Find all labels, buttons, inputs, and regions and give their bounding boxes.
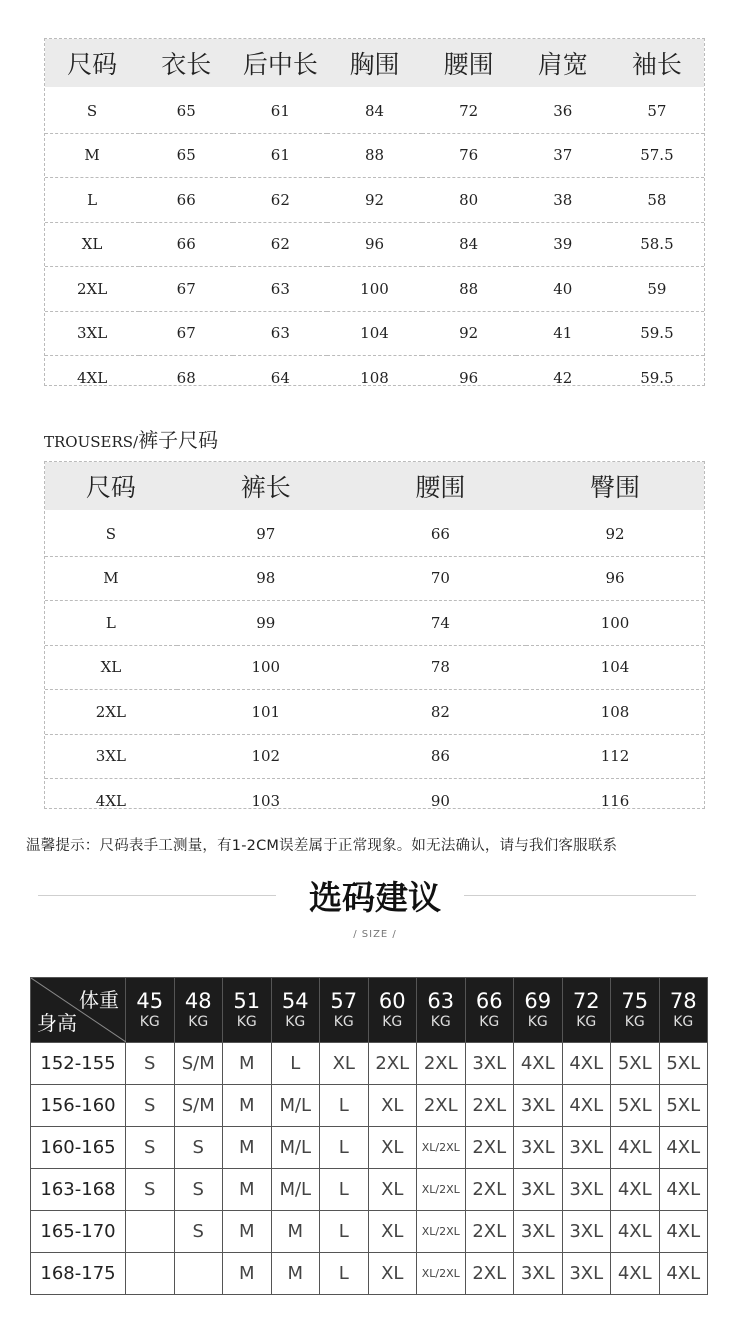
size-cell: M xyxy=(223,1085,272,1127)
weight-value: 60 xyxy=(378,989,406,1013)
size-cell: 4XL xyxy=(611,1127,660,1169)
size-cell: L xyxy=(320,1211,369,1253)
table-row xyxy=(45,779,704,823)
size-cell: 4XL xyxy=(611,1211,660,1253)
table-row xyxy=(45,88,704,133)
table-cell: 96 xyxy=(526,556,704,601)
weight-header-cell xyxy=(368,978,417,1043)
weight-unit: KG xyxy=(576,1014,597,1030)
size-cell: 5XL xyxy=(659,1043,708,1085)
table-row xyxy=(31,1043,708,1085)
size-label-cell: 2XL xyxy=(45,690,177,735)
top-header-cell: 后中长 xyxy=(233,39,327,88)
size-cell: 4XL xyxy=(514,1043,563,1085)
size-cell: 2XL xyxy=(465,1127,514,1169)
size-cell: 2XL xyxy=(465,1169,514,1211)
weight-header-cell xyxy=(514,978,563,1043)
weight-header-cell xyxy=(126,978,175,1043)
weight-value: 69 xyxy=(524,989,552,1013)
weight-unit: KG xyxy=(430,1014,451,1030)
weight-unit: KG xyxy=(624,1014,645,1030)
table-cell: 58.5 xyxy=(610,222,704,267)
table-cell: 63 xyxy=(233,311,327,356)
table-cell: 96 xyxy=(327,222,421,267)
size-cell: 3XL xyxy=(514,1169,563,1211)
table-cell: 88 xyxy=(422,267,516,312)
trousers-header-cell: 尺码 xyxy=(45,462,177,511)
size-label-cell: M xyxy=(45,556,177,601)
table-cell: 37 xyxy=(516,133,610,178)
size-cell: M/L xyxy=(271,1169,320,1211)
table-row xyxy=(45,734,704,779)
size-cell: 5XL xyxy=(659,1085,708,1127)
size-label-cell: XL xyxy=(45,645,177,690)
table-row xyxy=(31,1253,708,1295)
size-cell: XL xyxy=(368,1169,417,1211)
size-cell: 2XL xyxy=(465,1211,514,1253)
measurement-note: 温馨提示：尺码表手工测量，有1-2CM误差属于正常现象。如无法确认，请与我们客服联系 xyxy=(26,838,618,854)
table-row xyxy=(45,556,704,601)
size-label-cell: 3XL xyxy=(45,734,177,779)
height-range-cell: 163-168 xyxy=(31,1169,126,1211)
size-label-cell: S xyxy=(45,511,177,556)
size-label-cell: M xyxy=(45,133,139,178)
weight-value: 66 xyxy=(475,989,503,1013)
weight-value: 54 xyxy=(281,989,309,1013)
table-cell: 96 xyxy=(422,356,516,400)
size-cell: 3XL xyxy=(562,1169,611,1211)
table-cell: 84 xyxy=(422,222,516,267)
size-cell: L xyxy=(271,1043,320,1085)
size-cell: L xyxy=(320,1127,369,1169)
size-cell: S xyxy=(174,1127,223,1169)
weight-value: 57 xyxy=(330,989,358,1013)
size-cell: 4XL xyxy=(611,1253,660,1295)
table-cell: 100 xyxy=(526,601,704,646)
table-row xyxy=(45,222,704,267)
top-header-cell: 袖长 xyxy=(610,39,704,88)
size-cell: XL/2XL xyxy=(417,1127,466,1169)
top-header-cell: 衣长 xyxy=(139,39,233,88)
size-cell: XL xyxy=(320,1043,369,1085)
recommend-subtitle: / SIZE / xyxy=(353,929,397,940)
size-cell: XL/2XL xyxy=(417,1169,466,1211)
weight-header-cell xyxy=(320,978,369,1043)
weight-header-cell xyxy=(223,978,272,1043)
table-cell: 92 xyxy=(422,311,516,356)
weight-header-row xyxy=(31,978,708,1043)
size-cell: M/L xyxy=(271,1085,320,1127)
weight-unit: KG xyxy=(285,1014,306,1030)
weight-header-cell xyxy=(271,978,320,1043)
weight-unit: KG xyxy=(139,1014,160,1030)
size-cell: XL/2XL xyxy=(417,1253,466,1295)
size-cell: S xyxy=(126,1085,175,1127)
table-cell: 66 xyxy=(139,222,233,267)
size-cell: 3XL xyxy=(514,1211,563,1253)
table-cell: 39 xyxy=(516,222,610,267)
top-size-table-box xyxy=(44,38,705,386)
trousers-caption xyxy=(44,424,218,453)
top-header-cell: 胸围 xyxy=(327,39,421,88)
height-range-cell: 165-170 xyxy=(31,1211,126,1253)
weight-value: 63 xyxy=(427,989,455,1013)
table-cell: 97 xyxy=(177,511,355,556)
table-row xyxy=(45,511,704,556)
table-cell: 98 xyxy=(177,556,355,601)
table-cell: 57 xyxy=(610,88,704,133)
weight-value: 78 xyxy=(669,989,697,1013)
size-cell: 4XL xyxy=(659,1169,708,1211)
recommend-title: 选码建议 xyxy=(309,878,441,917)
table-cell: 108 xyxy=(526,690,704,735)
size-cell: 4XL xyxy=(562,1043,611,1085)
table-cell: 40 xyxy=(516,267,610,312)
size-cell: L xyxy=(320,1085,369,1127)
size-label-cell: 4XL xyxy=(45,356,139,400)
table-row xyxy=(45,690,704,735)
trousers-header-cell: 臀围 xyxy=(526,462,704,511)
table-row xyxy=(45,178,704,223)
weight-unit: KG xyxy=(527,1014,548,1030)
table-cell: 100 xyxy=(327,267,421,312)
weight-header-cell xyxy=(611,978,660,1043)
table-cell: 67 xyxy=(139,267,233,312)
table-cell: 59.5 xyxy=(610,311,704,356)
height-range-cell: 152-155 xyxy=(31,1043,126,1085)
size-label-cell: XL xyxy=(45,222,139,267)
size-cell xyxy=(126,1253,175,1295)
size-cell: 3XL xyxy=(514,1253,563,1295)
size-cell xyxy=(126,1211,175,1253)
table-cell: 108 xyxy=(327,356,421,400)
table-cell: 64 xyxy=(233,356,327,400)
trousers-size-table-box xyxy=(44,461,705,809)
weight-unit: KG xyxy=(382,1014,403,1030)
size-cell: 4XL xyxy=(659,1253,708,1295)
table-cell: 61 xyxy=(233,133,327,178)
size-cell: M xyxy=(223,1043,272,1085)
size-label-cell: 2XL xyxy=(45,267,139,312)
trousers-table-header-row xyxy=(45,462,704,511)
table-cell: 104 xyxy=(327,311,421,356)
size-cell: 4XL xyxy=(611,1169,660,1211)
size-label-cell: 4XL xyxy=(45,779,177,823)
size-cell: S/M xyxy=(174,1043,223,1085)
height-range-cell: 156-160 xyxy=(31,1085,126,1127)
size-cell xyxy=(174,1253,223,1295)
table-cell: 59 xyxy=(610,267,704,312)
table-cell: 112 xyxy=(526,734,704,779)
table-cell: 88 xyxy=(327,133,421,178)
table-cell: 66 xyxy=(139,178,233,223)
size-cell: 3XL xyxy=(562,1253,611,1295)
size-cell: 4XL xyxy=(659,1127,708,1169)
size-cell: M xyxy=(223,1211,272,1253)
weight-unit: KG xyxy=(188,1014,209,1030)
size-cell: M xyxy=(223,1169,272,1211)
table-cell: 65 xyxy=(139,88,233,133)
size-cell: 2XL xyxy=(368,1043,417,1085)
table-cell: 80 xyxy=(422,178,516,223)
table-cell: 59.5 xyxy=(610,356,704,400)
weight-unit: KG xyxy=(479,1014,500,1030)
size-cell: 5XL xyxy=(611,1043,660,1085)
corner-height-label: 身高 xyxy=(37,1011,77,1035)
table-cell: 99 xyxy=(177,601,355,646)
table-cell: 63 xyxy=(233,267,327,312)
top-table-header-row xyxy=(45,39,704,88)
trousers-header-cell: 腰围 xyxy=(355,462,526,511)
weight-value: 45 xyxy=(136,989,164,1013)
table-cell: 38 xyxy=(516,178,610,223)
size-cell: 4XL xyxy=(562,1085,611,1127)
size-cell: 2XL xyxy=(465,1253,514,1295)
weight-unit: KG xyxy=(333,1014,354,1030)
size-cell: 3XL xyxy=(562,1211,611,1253)
size-cell: XL/2XL xyxy=(417,1211,466,1253)
size-cell: 2XL xyxy=(417,1043,466,1085)
table-row xyxy=(45,267,704,312)
table-cell: 90 xyxy=(355,779,526,823)
corner-weight-label: 体重 xyxy=(79,988,119,1012)
size-cell: S xyxy=(174,1169,223,1211)
table-cell: 104 xyxy=(526,645,704,690)
size-cell: 2XL xyxy=(417,1085,466,1127)
table-cell: 72 xyxy=(422,88,516,133)
size-cell: 5XL xyxy=(611,1085,660,1127)
table-cell: 74 xyxy=(355,601,526,646)
table-cell: 41 xyxy=(516,311,610,356)
trousers-header-cell: 裤长 xyxy=(177,462,355,511)
table-row xyxy=(45,601,704,646)
table-cell: 68 xyxy=(139,356,233,400)
table-row xyxy=(45,133,704,178)
title-divider-right xyxy=(464,895,696,896)
size-label-cell: S xyxy=(45,88,139,133)
size-recommendation-table xyxy=(30,977,708,1295)
size-cell: S xyxy=(126,1043,175,1085)
top-header-cell: 肩宽 xyxy=(516,39,610,88)
top-header-cell: 尺码 xyxy=(45,39,139,88)
size-cell: XL xyxy=(368,1211,417,1253)
size-cell: XL xyxy=(368,1127,417,1169)
table-row xyxy=(31,1169,708,1211)
size-cell: M/L xyxy=(271,1127,320,1169)
size-cell: M xyxy=(271,1211,320,1253)
size-label-cell: L xyxy=(45,178,139,223)
table-cell: 101 xyxy=(177,690,355,735)
table-cell: 103 xyxy=(177,779,355,823)
table-cell: 67 xyxy=(139,311,233,356)
table-cell: 61 xyxy=(233,88,327,133)
size-cell: 2XL xyxy=(465,1085,514,1127)
table-cell: 65 xyxy=(139,133,233,178)
size-cell: 3XL xyxy=(514,1127,563,1169)
table-row xyxy=(31,1211,708,1253)
table-cell: 84 xyxy=(327,88,421,133)
size-cell: XL xyxy=(368,1085,417,1127)
weight-unit: KG xyxy=(673,1014,694,1030)
size-cell: S xyxy=(126,1169,175,1211)
table-cell: 78 xyxy=(355,645,526,690)
table-row xyxy=(31,1085,708,1127)
size-label-cell: L xyxy=(45,601,177,646)
weight-header-cell xyxy=(659,978,708,1043)
weight-value: 51 xyxy=(233,989,261,1013)
table-cell: 102 xyxy=(177,734,355,779)
weight-header-cell xyxy=(562,978,611,1043)
table-row xyxy=(45,311,704,356)
table-row xyxy=(45,645,704,690)
trousers-caption-cn: 裤子尺码 xyxy=(138,428,219,452)
table-cell: 86 xyxy=(355,734,526,779)
table-cell: 62 xyxy=(233,178,327,223)
table-row xyxy=(45,356,704,400)
size-cell: M xyxy=(271,1253,320,1295)
table-cell: 36 xyxy=(516,88,610,133)
table-cell: 92 xyxy=(526,511,704,556)
table-cell: 92 xyxy=(327,178,421,223)
size-cell: 3XL xyxy=(465,1043,514,1085)
table-cell: 66 xyxy=(355,511,526,556)
trousers-caption-en: TROUSERS/ xyxy=(44,433,139,451)
size-cell: 4XL xyxy=(659,1211,708,1253)
size-cell: 3XL xyxy=(514,1085,563,1127)
weight-header-cell xyxy=(465,978,514,1043)
table-cell: 70 xyxy=(355,556,526,601)
table-cell: 82 xyxy=(355,690,526,735)
size-cell: M xyxy=(223,1253,272,1295)
height-range-cell: 160-165 xyxy=(31,1127,126,1169)
table-cell: 62 xyxy=(233,222,327,267)
table-cell: 100 xyxy=(177,645,355,690)
size-cell: XL xyxy=(368,1253,417,1295)
weight-value: 48 xyxy=(184,989,212,1013)
weight-header-cell xyxy=(417,978,466,1043)
size-label-cell: 3XL xyxy=(45,311,139,356)
table-row xyxy=(31,1127,708,1169)
table-cell: 57.5 xyxy=(610,133,704,178)
size-cell: 3XL xyxy=(562,1127,611,1169)
trousers-size-table xyxy=(45,462,704,823)
size-cell: S/M xyxy=(174,1085,223,1127)
weight-header-cell xyxy=(174,978,223,1043)
table-cell: 42 xyxy=(516,356,610,400)
size-cell: L xyxy=(320,1253,369,1295)
corner-header-cell xyxy=(31,978,126,1043)
size-cell: L xyxy=(320,1169,369,1211)
weight-value: 75 xyxy=(621,989,649,1013)
weight-unit: KG xyxy=(236,1014,257,1030)
table-cell: 116 xyxy=(526,779,704,823)
top-header-cell: 腰围 xyxy=(422,39,516,88)
size-cell: M xyxy=(223,1127,272,1169)
top-size-table xyxy=(45,39,704,400)
size-cell: S xyxy=(174,1211,223,1253)
size-cell: S xyxy=(126,1127,175,1169)
table-cell: 58 xyxy=(610,178,704,223)
table-cell: 76 xyxy=(422,133,516,178)
height-range-cell: 168-175 xyxy=(31,1253,126,1295)
weight-value: 72 xyxy=(572,989,600,1013)
